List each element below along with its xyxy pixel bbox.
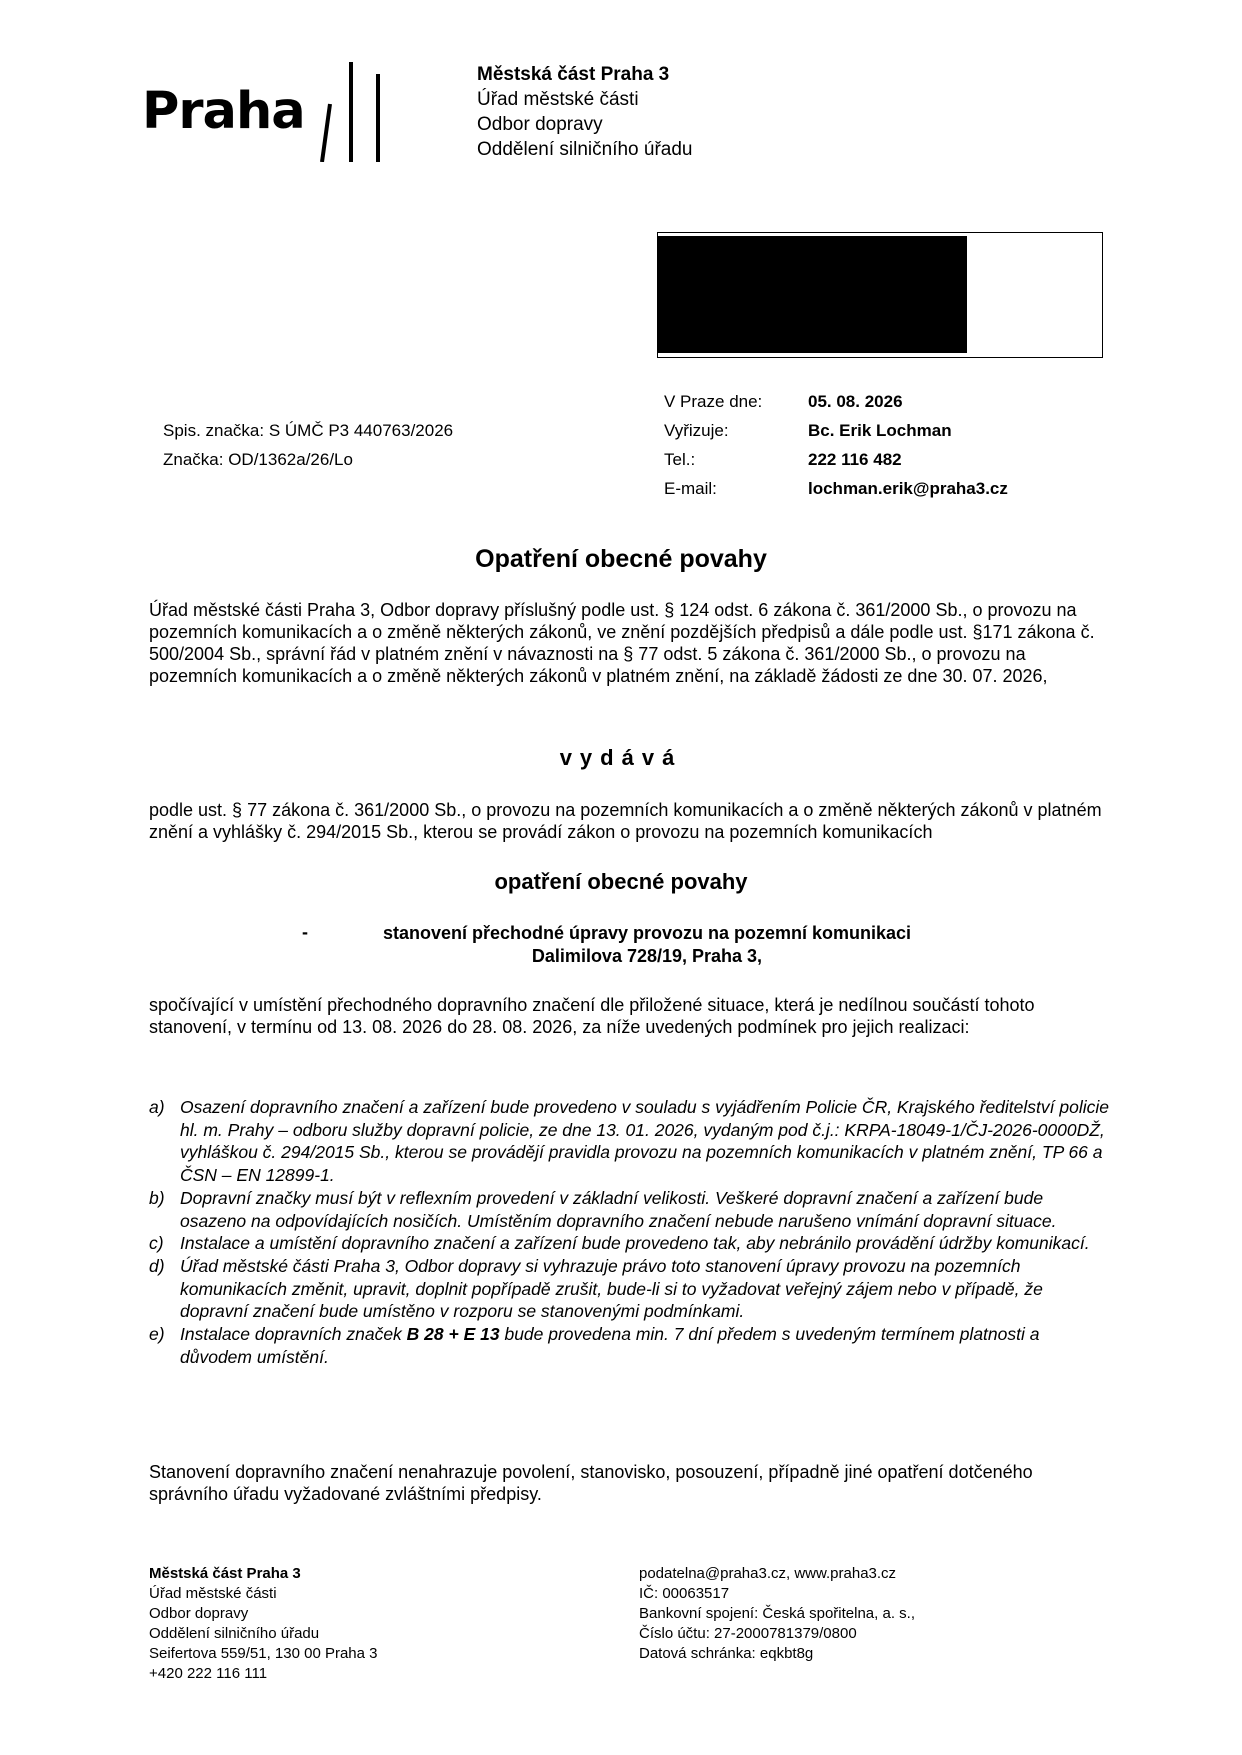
authority-line-2: Úřad městské části — [477, 89, 639, 110]
condition-letter: e) — [149, 1324, 165, 1345]
footer-databox: Datová schránka: eqkbt8g — [639, 1645, 814, 1662]
meta-label-email: E-mail: — [664, 479, 717, 498]
footer-ic: IČ: 00063517 — [639, 1585, 730, 1602]
item-title-line-2: Dalimilova 728/19, Praha 3, — [531, 946, 763, 966]
footer-phone: +420 222 116 111 — [149, 1665, 268, 1682]
measure-subtitle: opatření obecné povahy — [494, 869, 748, 894]
condition-item — [149, 1096, 1109, 1187]
meta-label-handler: Vyřizuje: — [664, 421, 729, 440]
footer-street: Seifertova 559/51, 130 00 Praha 3 — [149, 1645, 378, 1662]
praha-logo-bars-icon — [316, 56, 396, 162]
condition-letter: a) — [149, 1097, 165, 1117]
addressee-redaction — [658, 236, 967, 353]
conditions-list — [149, 1096, 1109, 1368]
meta-labels — [664, 387, 762, 503]
authority-line-4: Oddělení silničního úřadu — [477, 139, 693, 160]
issues-heading: vydává — [559, 745, 683, 770]
authority-block — [477, 62, 692, 162]
meta-value-email: lochman.erik@praha3.cz — [808, 479, 1008, 498]
item-title — [297, 922, 997, 968]
footer-section: Oddělení silničního úřadu — [149, 1625, 320, 1642]
addressee-box — [657, 232, 1103, 358]
mark-reference: Značka: OD/1362a/26/Lo — [163, 450, 353, 469]
condition-letter: b) — [149, 1187, 165, 1208]
footer-contacts — [639, 1564, 915, 1664]
meta-values — [808, 387, 1008, 503]
condition-letter: c) — [149, 1233, 164, 1254]
condition-text-after: bude provedena min. 7 dní předem s uvedeným termínem platnosti a důvodem umístění. — [180, 1324, 1040, 1367]
condition-text-before: Instalace dopravních značek — [180, 1324, 407, 1345]
legal-basis-paragraph: podle ust. § 77 zákona č. 361/2000 Sb., o provozu na pozemních komunikacích a o změně některých zákonů v platném znění a vyhlášky č. 294/2015 Sb., kterou se provádí zákon o provozu na pozemních komunikacích — [149, 800, 1102, 842]
meta-value-phone: 222 116 482 — [808, 450, 902, 469]
condition-text: Úřad městské části Praha 3, Odbor dopravy si vyhrazuje právo toto stanovení úpravy provozu na pozemních komunikacích změnit, upravit, doplnit popřípadě zrušit, bude-li si to vyžadovat veřejný zájem nebo v případě, že dopravní značení bude umístěno v rozporu se stanovenými podmínkami. — [180, 1255, 1043, 1322]
document-title: Opatření obecné povahy — [475, 545, 767, 573]
closing-paragraph: Stanovení dopravního značení nenahrazuje povolení, stanovisko, posouzení, případně jiné opatření dotčeného správního úřadu vyžadované zvláštními předpisy. — [149, 1462, 1033, 1504]
meta-label-phone: Tel.: — [664, 450, 696, 469]
item-title-line-1: stanovení přechodné úpravy provozu na pozemní komunikaci — [382, 923, 912, 943]
condition-item — [149, 1232, 1109, 1255]
condition-letter: d) — [149, 1255, 165, 1276]
condition-item — [149, 1187, 1109, 1232]
reference-block — [163, 416, 453, 474]
condition-text: Instalace a umístění dopravního značení a zařízení bude provedeno tak, aby nebránilo provádění údržby komunikací. — [180, 1233, 1090, 1254]
authority-line-1: Městská část Praha 3 — [477, 64, 670, 85]
condition-item — [149, 1255, 1109, 1323]
footer-dept: Odbor dopravy — [149, 1605, 249, 1622]
file-reference: Spis. značka: S ÚMČ P3 440763/2026 — [163, 421, 454, 440]
intro-paragraph: Úřad městské části Praha 3, Odbor dopravy příslušný podle ust. § 124 odst. 6 zákona č. 361/2000 Sb., o provozu na pozemních komunikacích a o změně některých zákonů, ve znění pozdějších předpisů a dále podle ust. §171 zákona č. 500/2004 Sb., správní řád v platném znění v návaznosti na § 77 odst. 5 zákona č. 361/2000 Sb., o provozu na pozemních komunikacích a o změně některých zákonů v platném znění, na základě žádosti ze dne 30. 07. 2026, — [149, 600, 1095, 686]
meta-value-handler: Bc. Erik Lochman — [808, 421, 952, 440]
footer-org: Městská část Praha 3 — [149, 1565, 301, 1582]
condition-text: Osazení dopravního značení a zařízení bude provedeno v souladu s vyjádřením Policie ČR, Krajského ředitelství policie hl. m. Prahy – odboru služby dopravní policie, ze dne 13. 01. 2026, vydaným pod č.j.: KRPA-18049-1/ČJ-2026-0000DŽ, vyhláškou č. 294/2015 Sb., kterou se provádějí pravidla provozu na pozemních komunikacích v platném znění, TP 66 a ČSN – EN 12899-1. — [180, 1097, 1109, 1186]
condition-text — [180, 1323, 1109, 1368]
condition-item — [149, 1323, 1109, 1368]
description-paragraph: spočívající v umístění přechodného dopravního značení dle přiložené situace, která je nedílnou součástí tohoto stanovení, v termínu od 13. 08. 2026 do 28. 08. 2026, za níže uvedených podmínek pro jejich realizaci: — [149, 995, 1035, 1037]
footer-office: Úřad městské části — [149, 1585, 277, 1602]
item-dash: - — [302, 922, 308, 942]
condition-text: Dopravní značky musí být v reflexním provedení v základní velikosti. Veškeré dopravní značení a zařízení bude osazeno na odpovídajících nosičích. Umístěním dopravního značení nebude narušeno vnímání dopravní situace. — [180, 1187, 1057, 1231]
praha-logo-wordmark: Praha — [142, 82, 305, 141]
footer-account: Číslo účtu: 27-2000781379/0800 — [639, 1625, 857, 1642]
meta-label-date: V Praze dne: — [664, 392, 763, 411]
footer-address — [149, 1564, 378, 1684]
meta-value-date: 05. 08. 2026 — [808, 392, 903, 411]
footer-bank: Bankovní spojení: Česká spořitelna, a. s., — [639, 1605, 915, 1622]
footer-email-web: podatelna@praha3.cz, www.praha3.cz — [639, 1565, 897, 1582]
authority-line-3: Odbor dopravy — [477, 114, 603, 135]
sign-codes: B 28 + E 13 — [406, 1324, 500, 1345]
